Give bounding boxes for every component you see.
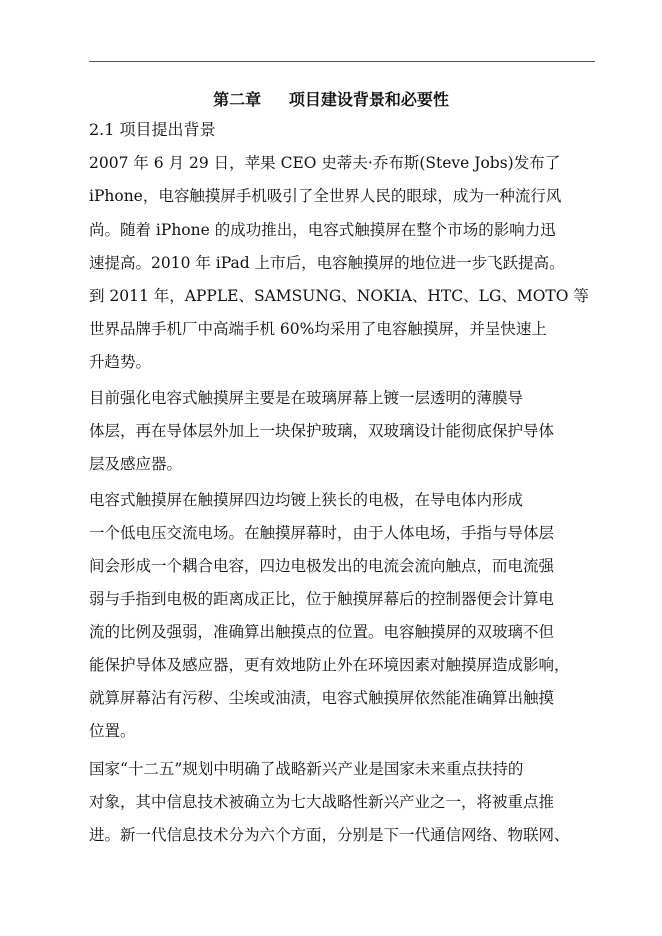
paragraph-1-line-5: 到 2011 年，APPLE、SAMSUNG、NOKIA、HTC、LG、MOTO 等 xyxy=(89,287,589,305)
paragraph-3-line-1: 电容式触摸屏在触摸屏四边均镀上狭长的电极，在导电体内形成 xyxy=(89,491,524,509)
section-title: 2.1 项目提出背景 xyxy=(89,120,216,139)
chapter-title: 第二章 项目建设背景和必要性 xyxy=(213,90,449,109)
paragraph-1-line-1: 2007 年 6 月 29 日，苹果 CEO 史蒂夫·乔布斯(Steve Jobs)发布了 xyxy=(89,154,561,172)
paragraph-2-line-2: 体层，再在导体层外加上一块保护玻璃，双玻璃设计能彻底保护导体 xyxy=(89,422,555,440)
paragraph-1-line-4: 速提高。2010 年 iPad 上市后，电容触摸屏的地位进一步飞跃提高。 xyxy=(89,254,565,272)
paragraph-4-line-3: 进。新一代信息技术分为六个方面，分别是下一代通信网络、物联网、 xyxy=(89,826,570,844)
paragraph-3-line-6: 能保护导体及感应器，更有效地防止外在环境因素对触摸屏造成影响， xyxy=(89,656,570,674)
paragraph-1-line-7: 升趋势。 xyxy=(89,353,152,371)
paragraph-2-line-1: 目前强化电容式触摸屏主要是在玻璃屏幕上镀一层透明的薄膜导 xyxy=(89,389,524,407)
paragraph-3-line-7: 就算屏幕沾有污秽、尘埃或油渍，电容式触摸屏依然能准确算出触摸 xyxy=(89,689,555,707)
paragraph-2-line-3: 层及感应器。 xyxy=(89,455,183,473)
paragraph-3-line-5: 流的比例及强弱，准确算出触摸点的位置。电容触摸屏的双玻璃不但 xyxy=(89,623,555,641)
paragraph-3-line-4: 弱与手指到电极的距离成正比，位于触摸屏幕后的控制器便会计算电 xyxy=(89,590,555,608)
paragraph-3-line-3: 间会形成一个耦合电容，四边电极发出的电流会流向触点，而电流强 xyxy=(89,557,555,575)
paragraph-4-line-1: 国家“十二五”规划中明确了战略新兴产业是国家未来重点扶持的 xyxy=(89,760,524,778)
paragraph-3-line-2: 一个低电压交流电场。在触摸屏幕时，由于人体电场，手指与导体层 xyxy=(89,524,555,542)
header-rule xyxy=(89,61,595,62)
paragraph-1-line-6: 世界品牌手机厂中高端手机 60%均采用了电容触摸屏，并呈快速上 xyxy=(89,320,547,338)
paragraph-3-line-8: 位置。 xyxy=(89,722,136,740)
paragraph-4-line-2: 对象，其中信息技术被确立为七大战略性新兴产业之一，将被重点推 xyxy=(89,793,555,811)
paragraph-1-line-2: iPhone，电容触摸屏手机吸引了全世界人民的眼球，成为一种流行风 xyxy=(89,187,562,205)
paragraph-1-line-3: 尚。随着 iPhone 的成功推出，电容式触摸屏在整个市场的影响力迅 xyxy=(89,221,556,239)
